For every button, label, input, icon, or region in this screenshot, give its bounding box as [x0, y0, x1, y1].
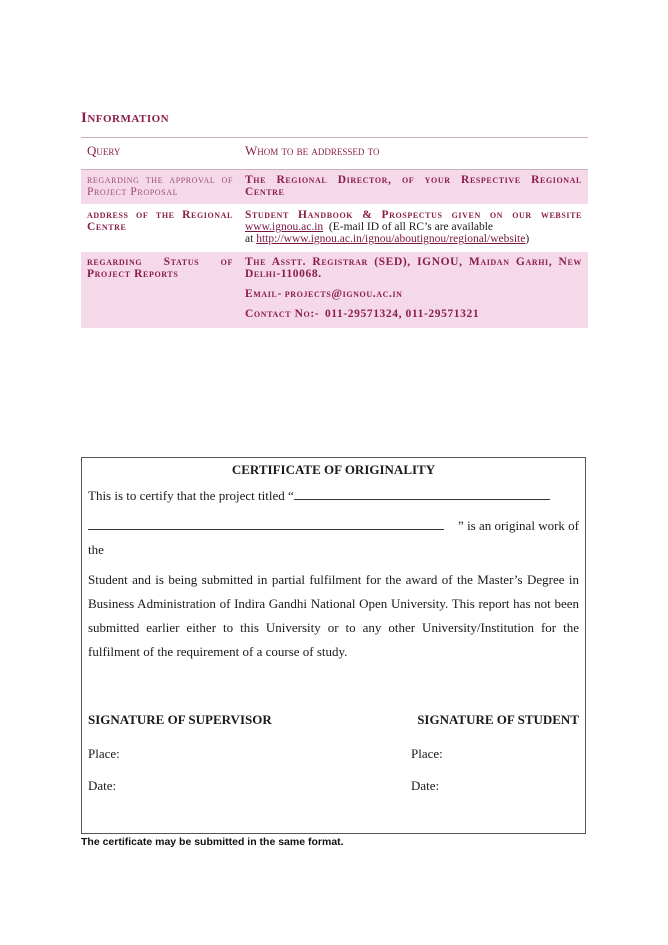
project-title-blank-2: [88, 515, 444, 530]
whom-close-paren: ): [525, 233, 530, 245]
email-label: Email-: [245, 288, 282, 300]
student-place-label: Place:: [411, 746, 443, 761]
information-table: [81, 137, 588, 328]
signature-student: SIGNATURE OF STUDENT: [417, 712, 579, 727]
table-row: [81, 205, 588, 252]
whom-regional-director: The Regional Director, of your Respective Regional Centre: [245, 174, 582, 198]
query-status: regarding Status of Project Reports: [87, 256, 233, 280]
original-work-text: ” is an original work of: [458, 518, 579, 533]
the-text: the: [88, 542, 104, 557]
supervisor-place-label: Place:: [88, 746, 120, 761]
query-approval: regarding the approval of Project Proposal: [87, 174, 233, 198]
ignou-website-link[interactable]: www.ignou.ac.in: [245, 221, 324, 233]
whom-at: at: [245, 233, 254, 245]
table-header-row: [81, 138, 588, 170]
table-row: [81, 170, 588, 205]
table-row: [81, 252, 588, 329]
certificate-box: [81, 457, 586, 834]
project-title-blank-1: [294, 485, 550, 500]
contact-label: Contact No:-: [245, 308, 320, 320]
footnote: The certificate may be submitted in the same format.: [81, 836, 344, 848]
certify-text: This is to certify that the project titled “: [88, 488, 294, 503]
header-query: Query: [81, 138, 239, 170]
certificate-paragraph: Student and is being submitted in partial fulfilment for the award of the Master’s Degree in Business Administration of Indira Gandhi National Open University. This report has not been submitted earlier either to this University or to any other University/Institution for the fulfilment of the requirement of a course of study.: [88, 572, 579, 659]
query-address: address of the Regional Centre: [87, 209, 233, 233]
email-value[interactable]: projects@ignou.ac.in: [284, 288, 403, 300]
whom-email-note: (E-mail ID of all RC’s are available: [328, 221, 494, 233]
information-heading: Information: [81, 110, 170, 126]
regional-website-link[interactable]: http://www.ignou.ac.in/ignou/aboutignou/regional/website: [256, 233, 526, 245]
whom-registrar: The Asstt. Registrar (SED), IGNOU, Maidan Garhi, New Delhi-110068.: [245, 256, 582, 280]
signature-supervisor: SIGNATURE OF SUPERVISOR: [88, 712, 272, 727]
student-date-label: Date:: [411, 778, 440, 793]
contact-value: 011-29571324, 011-29571321: [324, 308, 480, 320]
certificate-body: [88, 484, 579, 664]
supervisor-date-label: Date:: [88, 778, 117, 793]
whom-handbook: Student Handbook & Prospectus given on our website: [245, 209, 582, 221]
certificate-title: CERTIFICATE OF ORIGINALITY: [231, 462, 436, 477]
header-whom: Whom to be addressed to: [239, 138, 588, 170]
